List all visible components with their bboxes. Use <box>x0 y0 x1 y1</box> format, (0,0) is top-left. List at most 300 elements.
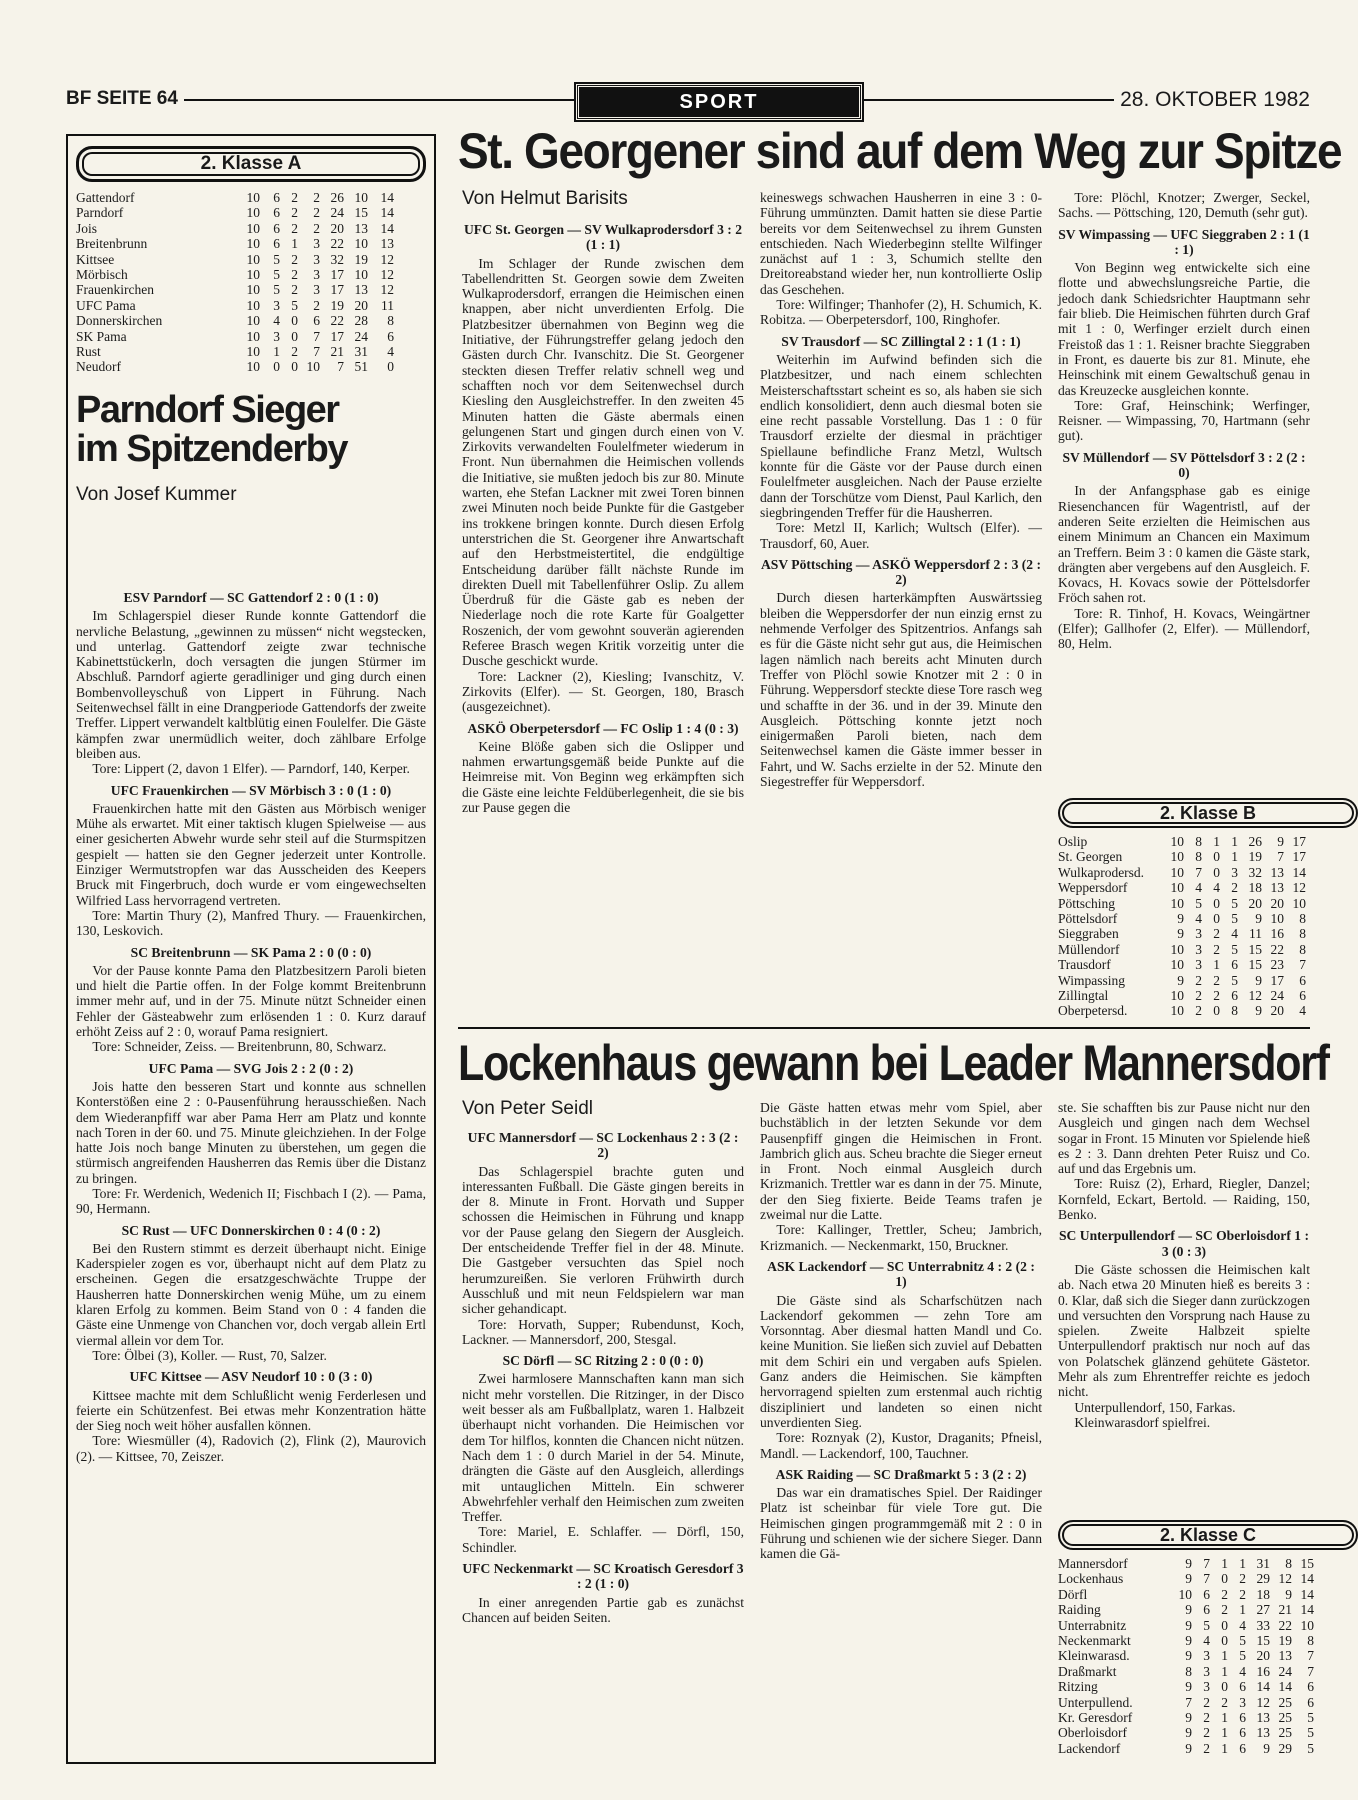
stat-cell: 7 <box>313 328 320 344</box>
game-report: In der Anfangsphase gab es einige Riesenchancen für Wagentristl, auf der anderen Seite erzielten die Heimischen aus einem Minimum an Chancen ein Maximum an Treffern. Beim 3 : 0 kamen die Gäste stark, drängten aber vergebens auf den Ausgleich. F. Kovacs, H. Kovacs sowie der Pöttelsdorfer Fröch sahen rot. <box>1058 483 1310 606</box>
standings-row <box>1058 1725 1314 1740</box>
stat-cell: 9 <box>1185 1571 1192 1587</box>
standings-row <box>76 282 394 297</box>
stat-cell: 22 <box>1278 1617 1292 1633</box>
stat-cell: 14 <box>380 190 394 205</box>
game-heading: SC Rust — UFC Donnerskirchen 0 : 4 (0 : 2) <box>121 1222 381 1238</box>
page-header <box>66 86 1310 114</box>
team-name: Pöttsching <box>1058 895 1116 911</box>
stat-cell: 4 <box>1299 1003 1306 1019</box>
stat-cell: 0 <box>1213 864 1220 880</box>
story1-headline: St. Georgener sind auf dem Weg zur Spitze <box>458 123 1342 179</box>
stat-cell: 13 <box>1270 880 1284 896</box>
stat-cell: 3 <box>313 267 320 283</box>
stat-cell: 2 <box>1195 1003 1202 1019</box>
stat-cell: 14 <box>1300 1586 1314 1602</box>
stat-cell: 8 <box>387 313 394 329</box>
left-byline: Von Josef Kummer <box>76 484 237 506</box>
story1-byline: Von Helmut Barisits <box>462 188 628 209</box>
stat-cell: 3 <box>313 236 320 252</box>
team-name: Neudorf <box>76 359 121 375</box>
team-name: Donnerskirchen <box>76 313 163 329</box>
stat-cell: 1 <box>1221 1663 1228 1679</box>
stat-cell: 5 <box>1231 911 1238 927</box>
stat-cell: 0 <box>1213 1003 1220 1019</box>
stat-cell: 13 <box>354 220 368 236</box>
stat-cell: 6 <box>1239 1725 1246 1741</box>
stat-cell: 10 <box>1170 880 1184 896</box>
game-scorers: Tore: Wilfinger; Thanhofer (2), H. Schumich, K. Robitza. — Oberpetersdorf, 100, Ringhofer. <box>760 297 1042 328</box>
stat-cell: 18 <box>1256 1586 1270 1602</box>
team-name: Parndorf <box>76 205 124 221</box>
stat-cell: 20 <box>1248 895 1262 911</box>
game-heading: SC Dörfl — SC Ritzing 2 : 0 (0 : 0) <box>502 1353 704 1369</box>
game-report: Die Gäste hatten etwas mehr vom Spiel, aber buchstäblich in der letzten Sekunde vor dem Pausenpfiff gingen die Heimischen in Front. Jambrich glich aus. Scheu brachte die Sieger erneut in Front. Noch einmal Ausgleich durch Krizmanich. Trettler war es dann in der 75. Minute, der den Sieg fixierte. Beide Teams trafen je zweimal nur die Latte. <box>760 1100 1042 1223</box>
stat-cell: 12 <box>380 282 394 298</box>
stat-cell: 17 <box>1270 972 1284 988</box>
stat-cell: 5 <box>1231 972 1238 988</box>
page-number: BF SEITE 64 <box>66 88 184 110</box>
stat-cell: 6 <box>1307 1679 1314 1695</box>
stat-cell: 3 <box>1195 941 1202 957</box>
stat-cell: 25 <box>1278 1694 1292 1710</box>
left-games-text <box>76 584 426 1756</box>
stat-cell: 2 <box>313 190 320 205</box>
standings-table-klasse-b <box>1058 834 1306 1019</box>
game-report: Durch diesen harterkämpften Auswärtssieg bleiben die Weppersdorfer der nun einzig ernst zu nehmende Verfolger des Spitzentrios. Anfangs sah es für die Gäste nicht sehr gut aus, die Heimischen lagen nämlich nach bereits acht Minuten durch Treffer von Plöchl sowie Knotzer mit 2 : 0 in Führung. Weppersdorf steckte diese Tore rasch weg und schaffte in der 36. und in der 39. Minute den Ausgleich. Pöttsching konnte jetzt noch einigermaßen Paroli bieten, nach dem Seitenwechsel kamen die Gäste immer besser in Fahrt, und W. Sachs erzielte in der 52. Minute den Siegestreffer für Weppersdorf. <box>760 590 1042 789</box>
game-scorers: Tore: Martin Thury (2), Manfred Thury. — Frauenkirchen, 130, Leskovich. <box>76 907 426 939</box>
standings-row <box>1058 1587 1314 1602</box>
game-report: Vor der Pause konnte Pama den Platzbesitzern Paroli bieten und hielt die Partie offen. In der Folge kommt Breitenbrunn immer mehr auf, und in der 75. Minute nützt Schneider einen Fehler der Gästeabwehr zum erlösenden 1 : 0. Kurz darauf erhöht Zeiss auf 2 : 0, worauf Pama resigniert. <box>76 962 426 1040</box>
standings-row <box>76 298 394 313</box>
team-name: Unterpullend. <box>1058 1694 1133 1710</box>
stat-cell: 14 <box>1278 1679 1292 1695</box>
standings-row <box>1058 1648 1314 1663</box>
stat-cell: 0 <box>1221 1633 1228 1649</box>
stat-cell: 32 <box>1248 864 1262 880</box>
stat-cell: 14 <box>1300 1571 1314 1587</box>
game-scorers: Tore: Plöchl, Knotzer; Zwerger, Seckel, Sachs. — Pöttsching, 120, Demuth (sehr gut). <box>1058 190 1310 221</box>
stat-cell: 3 <box>313 251 320 267</box>
stat-cell: 20 <box>1270 895 1284 911</box>
game-report: Bei den Rustern stimmt es derzeit überhaupt nicht. Einige Kaderspieler zogen es vor, überhaupt nicht auf dem Platz zu erscheinen. Gegen die ersatzgeschwächte Truppe der Hausherren hatte Donnerskirchen wenig Mühe, um zu einem klaren Erfolg zu kommen. Beim Stand von 0 : 4 fanden die Gäste eine Unmenge von Chanchen vor, doch vergab allein Ertl viermal allein vor dem Tor. <box>76 1240 426 1348</box>
issue-date: 28. OKTOBER 1982 <box>1114 88 1310 112</box>
stat-cell: 1 <box>1213 834 1220 849</box>
game-report: Die Gäste sind als Scharfschützen nach Lackendorf gekommen — zehn Tore am Vorsonntag. Aber diesmal hatten Mandl und Co. keine Munition. Sie ließen sich zuviel auf Debatten mit dem Schiri ein und vergaben aufs Spielen. Ganz anders die Heimischen. Sie kämpften hervorragend spielten zum erstenmal auch richtig diszipliniert und landeten so einen nicht unverdienten Sieg. <box>760 1292 1042 1430</box>
team-name: Gattendorf <box>76 190 135 205</box>
team-name: Breitenbrunn <box>76 236 148 252</box>
stat-cell: 2 <box>291 220 298 236</box>
stat-cell: 10 <box>246 236 260 252</box>
stat-cell: 8 <box>1195 834 1202 849</box>
standings-row <box>1058 1571 1314 1586</box>
story-separator <box>458 1027 1310 1029</box>
table-block-klasse-c <box>1058 1512 1358 1756</box>
game-heading: ASK Lackendorf — SC Unterrabnitz 4 : 2 (2 : 1) <box>767 1258 1035 1290</box>
stat-cell: 7 <box>1195 864 1202 880</box>
standings-row <box>1058 973 1306 988</box>
stat-cell: 1 <box>1239 1602 1246 1618</box>
stat-cell: 12 <box>1278 1571 1292 1587</box>
standings-row <box>1058 1695 1314 1710</box>
story2-column-2 <box>760 1100 1042 1764</box>
stat-cell: 51 <box>354 359 368 375</box>
game-heading: SV Trausdorf — SC Zillingtal 2 : 1 (1 : 1) <box>781 333 1021 349</box>
team-name: Rust <box>76 344 101 360</box>
stat-cell: 1 <box>273 344 280 360</box>
stat-cell: 4 <box>1239 1663 1246 1679</box>
stat-cell: 12 <box>380 251 394 267</box>
stat-cell: 2 <box>1195 972 1202 988</box>
stat-cell: 1 <box>1221 1740 1228 1756</box>
stat-cell: 9 <box>1185 1617 1192 1633</box>
game-report: Weiterhin im Aufwind befinden sich die Platzbesitzer, und nach einem schlechten Meisterschaftsstart scheint es so, als haben sie sich endlich konsolidiert, denn auch diesmal boten sie eine recht passable Vorstellung. Das 1 : 0 für Trausdorf erzielte der diesmal in prächtiger Spiellaune befindliche Franz Metzl, Wultsch konnte für die Gäste vor der Pause durch einen Foulelfmeter ausgleichen. Nach der Pause erzielte dann der Torschütze vom Dienst, Paul Karlich, den siegbringenden Treffer für die Hausherren. <box>760 351 1042 520</box>
stat-cell: 10 <box>1178 1586 1192 1602</box>
standings-row <box>1058 1741 1314 1756</box>
stat-cell: 2 <box>1239 1586 1246 1602</box>
team-name: Kleinwarasd. <box>1058 1648 1130 1664</box>
team-name: Oberpetersd. <box>1058 1003 1128 1019</box>
standings-row <box>1058 1003 1306 1018</box>
story1-column-3-wrap <box>1058 190 1310 1019</box>
stat-cell: 2 <box>1203 1710 1210 1726</box>
story1-column-1 <box>462 216 744 1016</box>
stat-cell: 5 <box>1239 1648 1246 1664</box>
standings-row <box>1058 865 1306 880</box>
stat-cell: 26 <box>1248 834 1262 849</box>
game-report: ste. Sie schafften bis zur Pause nicht nur den Ausgleich und gingen nach dem Wechsel sogar in Front. 15 Minuten vor Spielende hieß es 2 : 3. Dann drehten Peter Ruisz und Co. auf und das Ergebnis um. <box>1058 1100 1310 1177</box>
stat-cell: 13 <box>354 282 368 298</box>
standings-table-klasse-a <box>76 190 394 375</box>
stat-cell: 7 <box>1185 1694 1192 1710</box>
standings-row <box>1058 1618 1314 1633</box>
standings-row <box>76 190 394 205</box>
stat-cell: 17 <box>1292 834 1306 849</box>
stat-cell: 6 <box>313 313 320 329</box>
stat-cell: 2 <box>1231 880 1238 896</box>
stat-cell: 24 <box>354 328 368 344</box>
stat-cell: 4 <box>1195 880 1202 896</box>
stat-cell: 10 <box>246 297 260 313</box>
standings-row <box>1058 1679 1314 1694</box>
stat-cell: 26 <box>330 190 344 205</box>
standings-row <box>1058 880 1306 895</box>
stat-cell: 2 <box>1203 1740 1210 1756</box>
game-report: Kleinwarasdorf spielfrei. <box>1074 1414 1211 1430</box>
stat-cell: 0 <box>1213 911 1220 927</box>
stat-cell: 20 <box>1256 1648 1270 1664</box>
stat-cell: 12 <box>380 267 394 283</box>
team-name: Kittsee <box>76 251 115 267</box>
stat-cell: 10 <box>1170 1003 1184 1019</box>
stat-cell: 19 <box>330 297 344 313</box>
stat-cell: 0 <box>291 313 298 329</box>
stat-cell: 10 <box>246 344 260 360</box>
stat-cell: 10 <box>246 205 260 221</box>
standings-row <box>76 359 394 374</box>
stat-cell: 9 <box>1185 1740 1192 1756</box>
stat-cell: 0 <box>1221 1679 1228 1695</box>
team-name: Dörfl <box>1058 1586 1088 1602</box>
standings-row <box>1058 988 1306 1003</box>
table-title-klasse-a: 2. Klasse A <box>76 146 426 182</box>
standings-row <box>76 221 394 236</box>
stat-cell: 3 <box>273 297 280 313</box>
team-name: Lockenhaus <box>1058 1571 1124 1587</box>
stat-cell: 10 <box>354 190 368 205</box>
stat-cell: 9 <box>1255 972 1262 988</box>
stat-cell: 13 <box>380 236 394 252</box>
story2-column-3 <box>1058 1100 1310 1495</box>
stat-cell: 14 <box>1300 1602 1314 1618</box>
stat-cell: 1 <box>1221 1556 1228 1571</box>
game-report: Von Beginn weg entwickelte sich eine flotte und abwechslungsreiche Partie, die jedoch dank Schiedsrichter Hauptmann sehr fair blieb. Die Heimischen führten durch Graf mit 1 : 0, Werfinger erzielt durch einen Freistoß das 1 : 1. Reisner brachte Sieggraben in Front, es dauerte bis zur 81. Minute, ehe Heinschink mit einem Gewaltschuß genau in das Kreuzecke ausgleichen konnte. <box>1058 260 1310 398</box>
game-scorers: Tore: Horvath, Supper; Rubendunst, Koch, Lackner. — Mannersdorf, 200, Stesgal. <box>462 1316 744 1347</box>
stat-cell: 31 <box>1256 1556 1270 1571</box>
game-scorers: Tore: Roznyak (2), Kustor, Draganits; Pfneisl, Mandl. — Lackendorf, 100, Tauchner. <box>760 1430 1042 1461</box>
stat-cell: 5 <box>1195 895 1202 911</box>
stat-cell: 2 <box>291 344 298 360</box>
team-name: Müllendorf <box>1058 941 1120 957</box>
team-name: Raiding <box>1058 1602 1101 1618</box>
stat-cell: 6 <box>1203 1602 1210 1618</box>
stat-cell: 19 <box>354 251 368 267</box>
stat-cell: 21 <box>1278 1602 1292 1618</box>
stat-cell: 10 <box>1170 941 1184 957</box>
game-scorers: Tore: Lackner (2), Kiesling; Ivanschitz, V. Zirkovits (Elfer). — St. Georgen, 180, Brasch (ausgezeichnet). <box>462 668 744 715</box>
stat-cell: 17 <box>330 328 344 344</box>
game-report: Im Schlager der Runde zwischen dem Tabellendritten St. Georgen sowie dem Zweiten Wulkaprodersdorf, errangen die Heimischen einen knappen, aber nicht unverdienten Erfolg. Die Platzbesitzer übernahmen von Beginn weg die Initiative, der Führungstreffer gelang jedoch den Gästen durch Chr. Ivanschitz. Die St. Georgener steckten diesen Treffer relativ schnell weg und schafften noch vor dem Seitenwechsel durch Kiesling den Ausgleichstreffer. In den zweiten 45 Minuten hatten die Gäste abermals einen gelungenen Start und gingen durch einen von V. Zirkovits verwandelten Foulelfmeter wiederum in Front. Nun übernahmen die Heimischen vollends die Initiative, sie mußten jedoch bis zur 80. Minute warten, ehe Stefan Lackner mit zwei Toren binnen zwei Minuten noch beide Punkte für die Gastgeber ins trokkene bringen konnte. Durch diesen Erfolg unterstrichen die St. Georgener ihre Anwartschaft auf den Herbstmeistertitel, die endgültige Entscheidung darüber fällt nächste Runde im direkten Duell mit Tabellenführer Oslip. Zu allem Überdruß für die Gäste gab es neben der Niederlage noch die rote Karte für Goalgetter Roszenich, der vom gewohnt souverän agierenden Referee Brasch wegen Kritik vorzeitig unter die Dusche geschickt wurde. <box>462 255 744 669</box>
stat-cell: 7 <box>1307 1663 1314 1679</box>
stat-cell: 4 <box>1239 1617 1246 1633</box>
stat-cell: 0 <box>1221 1617 1228 1633</box>
stat-cell: 4 <box>1195 911 1202 927</box>
stat-cell: 5 <box>273 267 280 283</box>
standings-row <box>76 252 394 267</box>
stat-cell: 11 <box>1249 926 1262 942</box>
table-title-klasse-b: 2. Klasse B <box>1058 798 1358 828</box>
stat-cell: 10 <box>246 267 260 283</box>
stat-cell: 7 <box>313 344 320 360</box>
team-name: Mannersdorf <box>1058 1556 1128 1571</box>
stat-cell: 31 <box>354 344 368 360</box>
team-name: Frauenkirchen <box>76 282 154 298</box>
stat-cell: 6 <box>1203 1586 1210 1602</box>
standings-row <box>1058 957 1306 972</box>
stat-cell: 9 <box>1255 911 1262 927</box>
team-name: Jois <box>76 220 98 236</box>
stat-cell: 9 <box>1185 1725 1192 1741</box>
team-name: Oslip <box>1058 834 1088 849</box>
team-name: Kr. Geresdorf <box>1058 1710 1133 1726</box>
stat-cell: 22 <box>330 236 344 252</box>
stat-cell: 15 <box>1256 1633 1270 1649</box>
stat-cell: 17 <box>330 282 344 298</box>
stat-cell: 8 <box>1285 1556 1292 1571</box>
story1-column-3 <box>1058 190 1310 735</box>
game-report: Das Schlagerspiel brachte guten und interessanten Fußball. Die Gäste gingen bereits in der 8. Minute in Front. Horvath und Supper schossen die Heimischen in Führung und knapp vor der Pause gelang den Siegern der Ausgleich. Der entscheidende Treffer fiel in der 48. Minute. Die Gastgeber versuchten das Spiel noch herumzureißen. Sie verloren Frühwirth durch Ausschluß und mit neun Feldspielern war man sicher gehandicapt. <box>462 1163 744 1317</box>
story1-column-2 <box>760 190 1042 1016</box>
stat-cell: 14 <box>1292 864 1306 880</box>
stat-cell: 33 <box>1256 1617 1270 1633</box>
stat-cell: 10 <box>246 359 260 375</box>
game-report: Kittsee machte mit dem Schlußlicht wenig Ferderlesen und feierte ein Schützenfest. Bei etwas mehr Konzentration hätte der Sieg noch weit höher ausfallen können. <box>76 1387 426 1434</box>
stat-cell: 24 <box>1278 1663 1292 1679</box>
game-heading: ASV Pöttsching — ASKÖ Weppersdorf 2 : 3 (2 : 2) <box>760 556 1042 588</box>
stat-cell: 10 <box>246 313 260 329</box>
standings-row <box>76 236 394 251</box>
stat-cell: 6 <box>387 328 394 344</box>
standings-row <box>76 313 394 328</box>
standings-row <box>76 267 394 282</box>
stat-cell: 2 <box>291 267 298 283</box>
stat-cell: 29 <box>1256 1571 1270 1587</box>
game-report: Im Schlagerspiel dieser Runde konnte Gattendorf die nervliche Belastung, „gewinnen zu müssen“ nicht wegstecken, und unterlag. Gattendorf zeigte zwar technische Kabinettstückerln, doch versagten die jungen Stürmer im Abschluß. Parndorf agierte geradliniger und ging durch einen Bombenvolleyschuß von Lippert in Führung. Nach Seitenwechsel fällt in eine Drangperiode Gattendorfs der zweite Treffer. Lippert verwandelt kaltblütig einen Foulelfer. Die Gäste kämpfen zwar unermüdlich weiter, doch zählbare Erfolge bleiben aus. <box>76 608 426 761</box>
stat-cell: 9 <box>1185 1679 1192 1695</box>
stat-cell: 6 <box>1307 1694 1314 1710</box>
team-name: Trausdorf <box>1058 957 1111 973</box>
stat-cell: 7 <box>1277 849 1284 865</box>
game-heading: SV Wimpassing — UFC Sieggraben 2 : 1 (1 : 1) <box>1058 226 1310 257</box>
story2-column-3-wrap <box>1058 1100 1314 1780</box>
stat-cell: 10 <box>246 220 260 236</box>
stat-cell: 25 <box>1278 1725 1292 1741</box>
standings-row <box>1058 1664 1314 1679</box>
stat-cell: 6 <box>1299 972 1306 988</box>
stat-cell: 9 <box>1177 926 1184 942</box>
stat-cell: 2 <box>1213 988 1220 1004</box>
team-name: Wimpassing <box>1058 972 1125 988</box>
stat-cell: 4 <box>1231 926 1238 942</box>
stat-cell: 24 <box>1270 988 1284 1004</box>
stat-cell: 9 <box>1185 1633 1192 1649</box>
stat-cell: 19 <box>1248 849 1262 865</box>
stat-cell: 16 <box>1270 926 1284 942</box>
stat-cell: 6 <box>1239 1679 1246 1695</box>
stat-cell: 10 <box>1170 849 1184 865</box>
stat-cell: 2 <box>1195 988 1202 1004</box>
standings-row <box>1058 1710 1314 1725</box>
stat-cell: 1 <box>1231 849 1238 865</box>
stat-cell: 1 <box>1221 1725 1228 1741</box>
game-scorers: Tore: Kallinger, Trettler, Scheu; Jambrich, Krizmanich. — Neckenmarkt, 150, Bruckner. <box>760 1222 1042 1253</box>
stat-cell: 10 <box>1170 988 1184 1004</box>
stat-cell: 8 <box>1307 1633 1314 1649</box>
stat-cell: 2 <box>313 220 320 236</box>
game-heading: UFC St. Georgen — SV Wulkaprodersdorf 3 : 2 (1 : 1) <box>463 222 743 253</box>
stat-cell: 6 <box>273 190 280 205</box>
team-name: Wulkaprodersd. <box>1058 864 1145 880</box>
standings-row <box>76 344 394 359</box>
section-label: SPORT <box>576 84 862 120</box>
stat-cell: 9 <box>1185 1556 1192 1571</box>
stat-cell: 2 <box>313 205 320 221</box>
stat-cell: 5 <box>1239 1633 1246 1649</box>
table-title-klasse-c: 2. Klasse C <box>1058 1520 1358 1550</box>
stat-cell: 9 <box>1285 1586 1292 1602</box>
stat-cell: 2 <box>313 297 320 313</box>
game-heading: ASKÖ Oberpetersdorf — FC Oslip 1 : 4 (0 : 3) <box>467 720 739 736</box>
stat-cell: 0 <box>387 359 394 375</box>
team-name: Pöttelsdorf <box>1058 911 1118 927</box>
stat-cell: 1 <box>1213 957 1220 973</box>
stat-cell: 5 <box>1231 895 1238 911</box>
standings-row <box>1058 849 1306 864</box>
stat-cell: 1 <box>1221 1648 1228 1664</box>
team-name: Mörbisch <box>76 267 128 283</box>
stat-cell: 3 <box>1195 926 1202 942</box>
team-name: Draßmarkt <box>1058 1663 1117 1679</box>
standings-table-klasse-c <box>1058 1556 1314 1756</box>
stat-cell: 2 <box>291 190 298 205</box>
stat-cell: 6 <box>273 236 280 252</box>
stat-cell: 3 <box>1203 1648 1210 1664</box>
stat-cell: 24 <box>330 205 344 221</box>
game-heading: UFC Kittsee — ASV Neudorf 10 : 0 (3 : 0) <box>129 1369 373 1385</box>
stat-cell: 9 <box>1277 834 1284 849</box>
game-scorers: Tore: Mariel, E. Schlaffer. — Dörfl, 150, Schindler. <box>462 1524 744 1555</box>
story2-column-1 <box>462 1124 744 1764</box>
stat-cell: 2 <box>291 251 298 267</box>
stat-cell: 9 <box>1185 1710 1192 1726</box>
stat-cell: 10 <box>1170 957 1184 973</box>
game-scorers: Tore: Lippert (2, davon 1 Elfer). — Parndorf, 140, Kerper. <box>92 761 410 777</box>
stat-cell: 2 <box>1239 1571 1246 1587</box>
stat-cell: 2 <box>1213 972 1220 988</box>
team-name: UFC Pama <box>76 297 136 313</box>
stat-cell: 2 <box>1221 1694 1228 1710</box>
stat-cell: 4 <box>387 344 394 360</box>
game-heading: UFC Neckenmarkt — SC Kroatisch Geresdorf 3 : 2 (1 : 0) <box>462 1561 744 1592</box>
stat-cell: 6 <box>1239 1740 1246 1756</box>
game-heading: SC Unterpullendorf — SC Oberloisdorf 1 : 3 (0 : 3) <box>1059 1228 1309 1259</box>
stat-cell: 7 <box>1307 1648 1314 1664</box>
stat-cell: 2 <box>1221 1602 1228 1618</box>
stat-cell: 10 <box>246 328 260 344</box>
story2-byline: Von Peter Seidl <box>462 1098 593 1119</box>
left-headline-line1: Parndorf Sieger <box>76 388 339 431</box>
standings-row <box>1058 834 1306 849</box>
game-heading: UFC Frauenkirchen — SV Mörbisch 3 : 0 (1 : 0) <box>110 782 392 798</box>
stat-cell: 15 <box>1248 941 1262 957</box>
stat-cell: 10 <box>354 236 368 252</box>
stat-cell: 14 <box>1256 1679 1270 1695</box>
stat-cell: 6 <box>273 205 280 221</box>
stat-cell: 13 <box>1278 1648 1292 1664</box>
stat-cell: 15 <box>1300 1556 1314 1571</box>
stat-cell: 2 <box>291 282 298 298</box>
game-heading: ESV Parndorf — SC Gattendorf 2 : 0 (1 : 0) <box>123 590 379 605</box>
stat-cell: 12 <box>1256 1694 1270 1710</box>
stat-cell: 20 <box>330 220 344 236</box>
stat-cell: 8 <box>1299 911 1306 927</box>
team-name: Neckenmarkt <box>1058 1633 1131 1649</box>
stat-cell: 9 <box>1177 972 1184 988</box>
stat-cell: 22 <box>1270 941 1284 957</box>
game-report: Die Gäste schossen die Heimischen kalt ab. Nach etwa 20 Minuten hieß es bereits 3 : 0. Klar, daß sich die Sieger dann zurückzogen und versuchten den Vorsprung nach Hause zu spielen. Zweite Halbzeit spielte Unterpullendorf praktisch nur noch auf das von Polatschek glänzend gehütete Gästetor. Mehr als zum Ehrentreffer reichte es jedoch nicht. <box>1058 1261 1310 1400</box>
standings-row <box>1058 1633 1314 1648</box>
game-report: Jois hatte den besseren Start und konnte aus schnellen Konterstößen eine 2 : 0-Pausenführung herausschießen. Nach dem Wiederanpfiff war aber Pama Herr am Platz und konnte nach Toren in der 60. und 75. Minute gleichziehen. In der Folge hatte Jois noch bange Minuten zu überstehen, um gegen die stürmisch angreifenden Hausherren das Remis über die Distanz zu bringen. <box>76 1078 426 1186</box>
stat-cell: 17 <box>1292 849 1306 865</box>
stat-cell: 8 <box>1185 1663 1192 1679</box>
standings-row <box>1058 1556 1314 1571</box>
stat-cell: 21 <box>330 344 344 360</box>
standings-row <box>1058 896 1306 911</box>
stat-cell: 3 <box>273 328 280 344</box>
stat-cell: 25 <box>1278 1710 1292 1726</box>
stat-cell: 10 <box>1170 834 1184 849</box>
stat-cell: 13 <box>1256 1725 1270 1741</box>
